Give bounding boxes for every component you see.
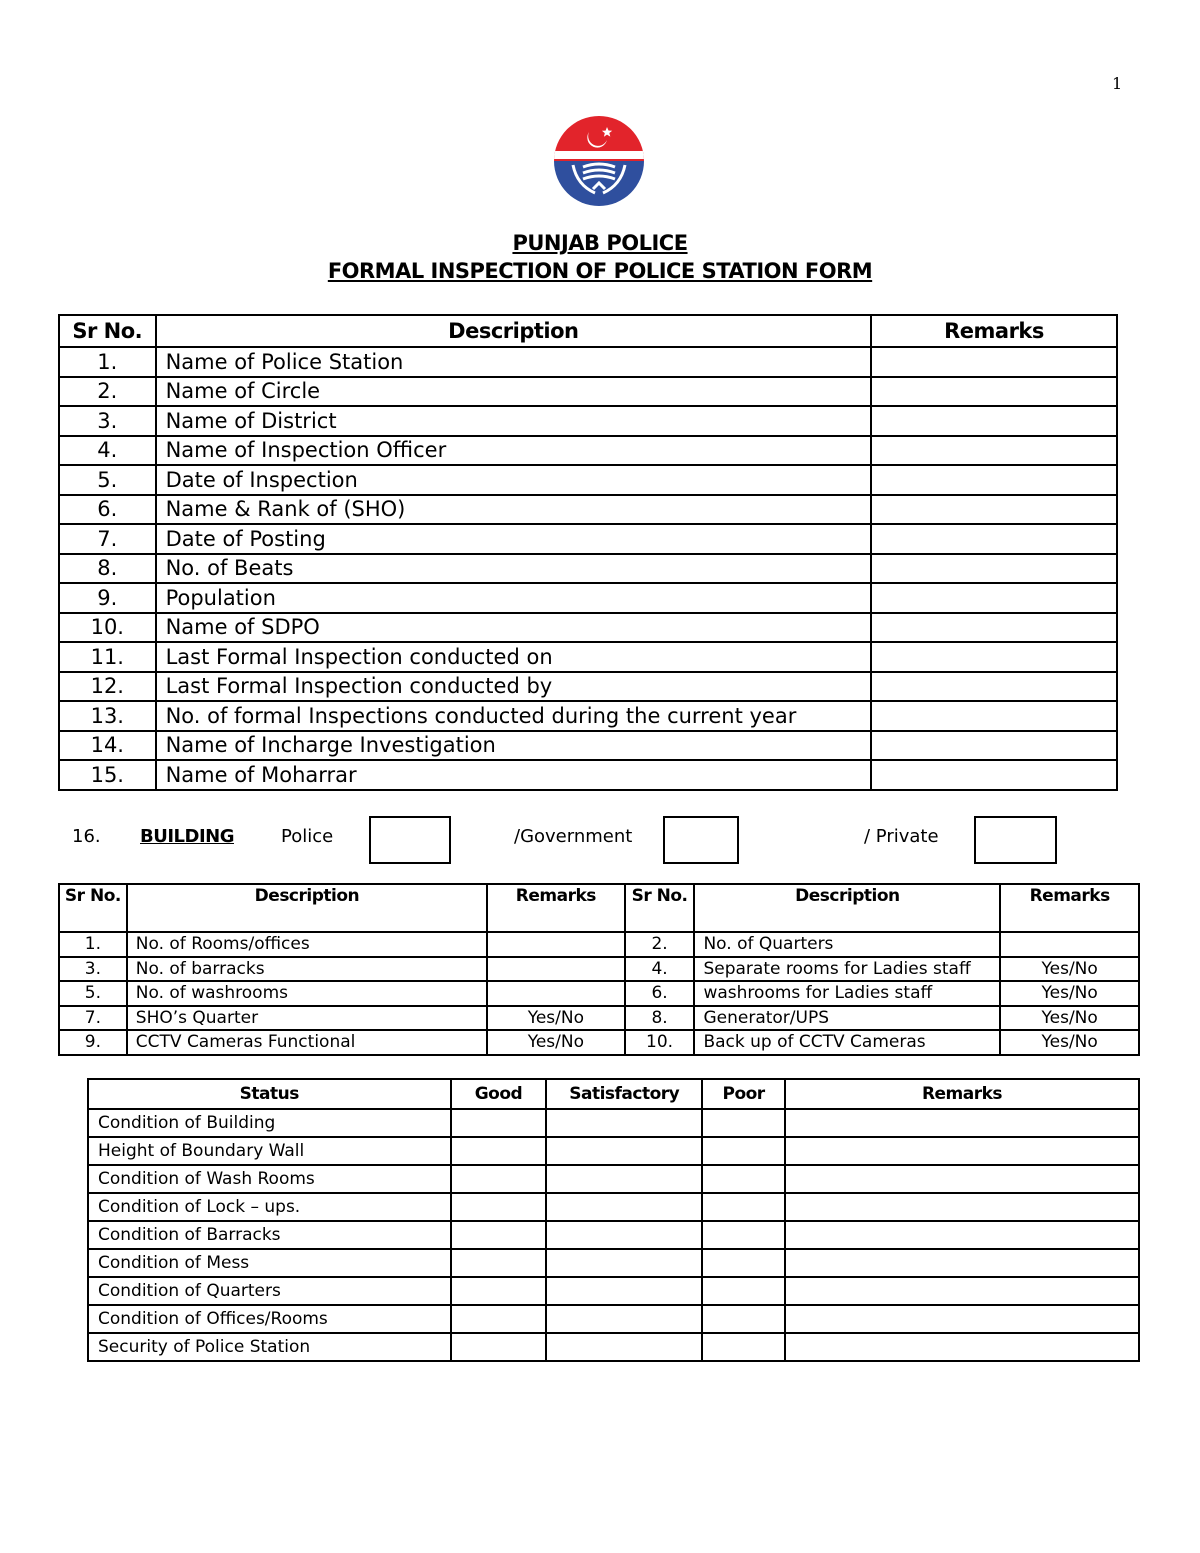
document-title: PUNJAB POLICE: [512, 231, 688, 255]
sr-no-cell: 1.: [59, 347, 156, 377]
sr-no-cell: 5.: [59, 465, 156, 495]
poor-cell[interactable]: [702, 1193, 785, 1221]
remarks-cell[interactable]: [871, 554, 1117, 584]
sr-no-cell: 14.: [59, 731, 156, 761]
description-cell: Date of Inspection: [156, 465, 871, 495]
remarks-cell[interactable]: [1000, 932, 1139, 957]
poor-cell[interactable]: [702, 1277, 785, 1305]
description-cell: SHO’s Quarter: [127, 1006, 487, 1031]
description-cell: Name of District: [156, 406, 871, 436]
description-cell: No. of Rooms/offices: [127, 932, 487, 957]
sr-no-cell: 2.: [625, 932, 695, 957]
building-label: BUILDING: [140, 826, 234, 847]
poor-header: Poor: [702, 1079, 785, 1109]
remarks-header: Remarks: [1000, 884, 1139, 932]
description-cell: Name of Moharrar: [156, 760, 871, 790]
good-cell[interactable]: [451, 1333, 547, 1361]
description-cell: No. of Beats: [156, 554, 871, 584]
table-row: [59, 957, 1139, 982]
poor-cell[interactable]: [702, 1109, 785, 1137]
sr-no-cell: 10.: [59, 613, 156, 643]
form-title: FORMAL INSPECTION OF POLICE STATION FORM: [327, 259, 873, 283]
government-checkbox[interactable]: [663, 816, 739, 864]
remarks-cell[interactable]: [785, 1221, 1139, 1249]
satisfactory-cell[interactable]: [546, 1109, 702, 1137]
remarks-cell[interactable]: [871, 347, 1117, 377]
table-row: [59, 524, 1117, 554]
remarks-cell[interactable]: Yes/No: [1000, 981, 1139, 1006]
sr-no-cell: 10.: [625, 1030, 695, 1055]
table-row: [88, 1333, 1139, 1361]
remarks-cell[interactable]: [785, 1305, 1139, 1333]
status-cell: Condition of Lock – ups.: [88, 1193, 451, 1221]
good-cell[interactable]: [451, 1305, 547, 1333]
building-option-police: Police: [281, 826, 334, 847]
remarks-cell[interactable]: [871, 642, 1117, 672]
satisfactory-cell[interactable]: [546, 1249, 702, 1277]
description-cell: No. of barracks: [127, 957, 487, 982]
remarks-header: Remarks: [487, 884, 625, 932]
table-row: [88, 1221, 1139, 1249]
sr-no-cell: 2.: [59, 377, 156, 407]
remarks-cell[interactable]: [871, 465, 1117, 495]
description-cell: Population: [156, 583, 871, 613]
sr-no-cell: 6.: [625, 981, 695, 1006]
sr-no-cell: 7.: [59, 524, 156, 554]
poor-cell[interactable]: [702, 1305, 785, 1333]
basic-info-table: [58, 314, 1118, 791]
table-row: [88, 1249, 1139, 1277]
poor-cell[interactable]: [702, 1165, 785, 1193]
remarks-cell[interactable]: [487, 957, 625, 982]
remarks-cell[interactable]: Yes/No: [1000, 1030, 1139, 1055]
remarks-cell[interactable]: [871, 760, 1117, 790]
remarks-cell[interactable]: [785, 1249, 1139, 1277]
status-cell: Condition of Barracks: [88, 1221, 451, 1249]
sr-no-header: Sr No.: [59, 884, 127, 932]
table-row: [88, 1305, 1139, 1333]
good-cell[interactable]: [451, 1277, 547, 1305]
description-cell: CCTV Cameras Functional: [127, 1030, 487, 1055]
table-row: [88, 1165, 1139, 1193]
remarks-cell[interactable]: [785, 1137, 1139, 1165]
table-row: [59, 731, 1117, 761]
sr-no-cell: 13.: [59, 701, 156, 731]
sr-no-cell: 8.: [59, 554, 156, 584]
sr-no-cell: 9.: [59, 1030, 127, 1055]
table-row: [88, 1137, 1139, 1165]
remarks-cell[interactable]: [871, 524, 1117, 554]
poor-cell[interactable]: [702, 1333, 785, 1361]
remarks-cell[interactable]: [871, 406, 1117, 436]
sr-no-cell: 12.: [59, 672, 156, 702]
sr-no-cell: 3.: [59, 957, 127, 982]
satisfactory-cell[interactable]: [546, 1333, 702, 1361]
sr-no-header: Sr No.: [59, 315, 156, 347]
description-cell: Back up of CCTV Cameras: [694, 1030, 1000, 1055]
remarks-cell[interactable]: [871, 436, 1117, 466]
page-number: 1: [1112, 74, 1123, 93]
table-row: [59, 701, 1117, 731]
good-cell[interactable]: [451, 1193, 547, 1221]
punjab-police-emblem-icon: [553, 115, 645, 207]
poor-cell[interactable]: [702, 1137, 785, 1165]
table-row: [59, 932, 1139, 957]
remarks-cell[interactable]: [871, 583, 1117, 613]
table-row: [59, 760, 1117, 790]
remarks-cell[interactable]: [785, 1109, 1139, 1137]
good-cell[interactable]: [451, 1137, 547, 1165]
remarks-cell[interactable]: Yes/No: [487, 1030, 625, 1055]
sr-no-cell: 4.: [625, 957, 695, 982]
status-cell: Security of Police Station: [88, 1333, 451, 1361]
table-row: [88, 1109, 1139, 1137]
table-row: [59, 642, 1117, 672]
table-row: [59, 583, 1117, 613]
description-cell: No. of formal Inspections conducted during the current year: [156, 701, 871, 731]
good-cell[interactable]: [451, 1249, 547, 1277]
table-row: [59, 495, 1117, 525]
table-row: [59, 465, 1117, 495]
remarks-cell[interactable]: [487, 932, 625, 957]
table-row: [59, 554, 1117, 584]
building-item-number: 16.: [72, 826, 101, 847]
description-header: Description: [127, 884, 487, 932]
status-cell: Condition of Building: [88, 1109, 451, 1137]
description-cell: Name of Police Station: [156, 347, 871, 377]
building-option-government: /Government: [514, 826, 633, 847]
table-row: [59, 981, 1139, 1006]
remarks-cell[interactable]: Yes/No: [1000, 1006, 1139, 1031]
remarks-cell[interactable]: [487, 981, 625, 1006]
status-cell: Height of Boundary Wall: [88, 1137, 451, 1165]
remarks-cell[interactable]: Yes/No: [487, 1006, 625, 1031]
sr-no-cell: 6.: [59, 495, 156, 525]
poor-cell[interactable]: [702, 1221, 785, 1249]
remarks-cell[interactable]: [871, 613, 1117, 643]
table-row: [59, 347, 1117, 377]
remarks-header: Remarks: [871, 315, 1117, 347]
table-row: [88, 1277, 1139, 1305]
table-row: [59, 406, 1117, 436]
sr-no-cell: 9.: [59, 583, 156, 613]
remarks-cell[interactable]: [871, 701, 1117, 731]
condition-status-table: [87, 1078, 1140, 1362]
sr-no-cell: 7.: [59, 1006, 127, 1031]
sr-no-cell: 5.: [59, 981, 127, 1006]
sr-no-cell: 3.: [59, 406, 156, 436]
satisfactory-cell[interactable]: [546, 1305, 702, 1333]
satisfactory-cell[interactable]: [546, 1221, 702, 1249]
satisfactory-header: Satisfactory: [546, 1079, 702, 1109]
description-header: Description: [156, 315, 871, 347]
status-cell: Condition of Mess: [88, 1249, 451, 1277]
table-row: [59, 436, 1117, 466]
good-header: Good: [451, 1079, 547, 1109]
table-row: [59, 1030, 1139, 1055]
description-cell: Name & Rank of (SHO): [156, 495, 871, 525]
sr-no-cell: 11.: [59, 642, 156, 672]
status-cell: Condition of Quarters: [88, 1277, 451, 1305]
remarks-cell[interactable]: [785, 1333, 1139, 1361]
good-cell[interactable]: [451, 1109, 547, 1137]
good-cell[interactable]: [451, 1221, 547, 1249]
table-row: [88, 1193, 1139, 1221]
remarks-cell[interactable]: [871, 672, 1117, 702]
description-cell: Name of Circle: [156, 377, 871, 407]
good-cell[interactable]: [451, 1165, 547, 1193]
satisfactory-cell[interactable]: [546, 1137, 702, 1165]
table-row: [59, 613, 1117, 643]
satisfactory-cell[interactable]: [546, 1165, 702, 1193]
sr-no-header: Sr No.: [625, 884, 695, 932]
description-cell: Name of SDPO: [156, 613, 871, 643]
satisfactory-cell[interactable]: [546, 1277, 702, 1305]
private-checkbox[interactable]: [974, 816, 1057, 864]
description-cell: Name of Inspection Officer: [156, 436, 871, 466]
remarks-cell[interactable]: [785, 1165, 1139, 1193]
sr-no-cell: 1.: [59, 932, 127, 957]
table-row: [59, 1006, 1139, 1031]
sr-no-cell: 8.: [625, 1006, 695, 1031]
remarks-cell[interactable]: [871, 495, 1117, 525]
status-header: Status: [88, 1079, 451, 1109]
remarks-cell[interactable]: [871, 377, 1117, 407]
description-cell: Generator/UPS: [694, 1006, 1000, 1031]
poor-cell[interactable]: [702, 1249, 785, 1277]
building-option-private: / Private: [864, 826, 939, 847]
description-cell: No. of Quarters: [694, 932, 1000, 957]
satisfactory-cell[interactable]: [546, 1193, 702, 1221]
remarks-cell[interactable]: [785, 1193, 1139, 1221]
description-cell: Name of Incharge Investigation: [156, 731, 871, 761]
description-cell: washrooms for Ladies staff: [694, 981, 1000, 1006]
sr-no-cell: 15.: [59, 760, 156, 790]
sr-no-cell: 4.: [59, 436, 156, 466]
description-cell: Date of Posting: [156, 524, 871, 554]
remarks-header: Remarks: [785, 1079, 1139, 1109]
remarks-cell[interactable]: [785, 1277, 1139, 1305]
description-cell: No. of washrooms: [127, 981, 487, 1006]
status-cell: Condition of Offices/Rooms: [88, 1305, 451, 1333]
description-cell: Last Formal Inspection conducted by: [156, 672, 871, 702]
table-row: [59, 377, 1117, 407]
description-cell: Last Formal Inspection conducted on: [156, 642, 871, 672]
remarks-cell[interactable]: [871, 731, 1117, 761]
status-cell: Condition of Wash Rooms: [88, 1165, 451, 1193]
police-checkbox[interactable]: [369, 816, 451, 864]
remarks-cell[interactable]: Yes/No: [1000, 957, 1139, 982]
description-header: Description: [694, 884, 1000, 932]
building-details-table: [58, 883, 1140, 1056]
description-cell: Separate rooms for Ladies staff: [694, 957, 1000, 982]
table-row: [59, 672, 1117, 702]
